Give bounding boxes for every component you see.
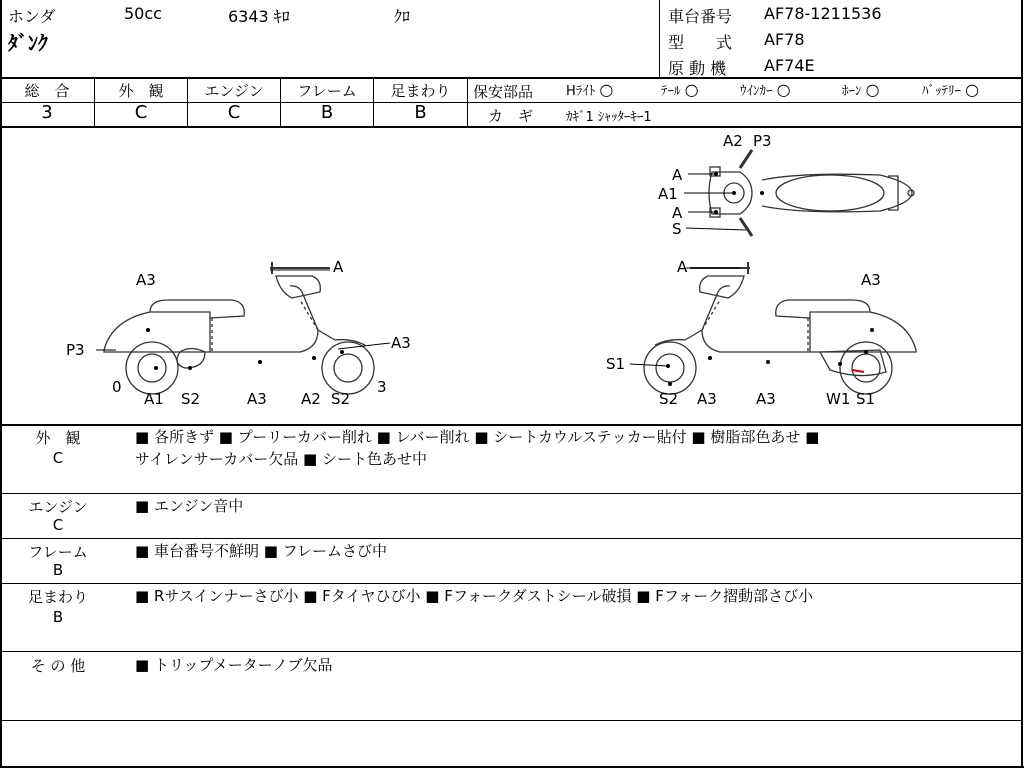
model-name: ﾀﾞﾝｸ — [8, 31, 48, 55]
divider-note-3 — [0, 583, 1023, 584]
note-category-engine: エンジン — [28, 498, 88, 516]
divider-header — [0, 77, 1023, 79]
diagram-label: A — [672, 166, 683, 184]
diagram-label: A1 — [144, 390, 164, 408]
frame-no-label: 車台番号 — [668, 7, 733, 26]
safety-label: 保安部品 — [473, 83, 534, 101]
safety-item-winker: ｳｲﾝｶｰ ○ — [740, 80, 791, 99]
note-category-exterior: 外 観 — [35, 429, 81, 447]
diagram-label: S1 — [856, 390, 876, 408]
diagram-label: S2 — [331, 390, 351, 408]
diagram-label: P3 — [753, 132, 772, 150]
horn-ok-icon: ○ — [865, 80, 880, 99]
grade-frame-label: フレーム — [297, 82, 357, 100]
header-vdivider — [659, 0, 660, 78]
diagram-label: 3 — [377, 378, 387, 396]
type-label: 型 式 — [668, 33, 733, 52]
battery-ok-icon: ○ — [965, 80, 980, 99]
grade-vdivider-5 — [467, 78, 468, 127]
mileage: 6343 ｷﾛ — [228, 7, 290, 26]
displacement: 50cc — [124, 4, 162, 23]
note-text-other-1: ■ トリップメーターノブ欠品 — [135, 656, 333, 674]
winker-ok-icon: ○ — [776, 80, 791, 99]
grade-overall-label: 総 合 — [24, 82, 70, 100]
note-category-other: そ の 他 — [30, 657, 86, 675]
grade-engine-value: C — [227, 102, 241, 123]
note-category-suspension: 足まわり — [27, 588, 88, 606]
note-grade-frame: B — [52, 561, 64, 579]
diagram-label: W1 — [826, 390, 851, 408]
divider-note-1 — [0, 493, 1023, 494]
note-text-exterior-1: ■ 各所きず ■ プーリーカバー削れ ■ レバー削れ ■ シートカウルステッカー貼付 ■ 樹脂部色あせ ■ — [135, 428, 820, 446]
diagram-label: A — [333, 258, 344, 276]
note-category-frame: フレーム — [28, 543, 88, 561]
grade-overall-value: 3 — [41, 102, 53, 123]
engine-value: AF74E — [764, 56, 815, 75]
maker: ホンダ — [8, 7, 56, 26]
headlight-ok-icon: ○ — [599, 80, 614, 99]
diagram-label: A2 — [301, 390, 321, 408]
diagram-label: A3 — [756, 390, 776, 408]
safety-item-headlight: Hﾗｲﾄ ○ — [566, 80, 614, 99]
diagram-label: S1 — [606, 355, 626, 373]
safety-item-horn: ﾎｰﾝ ○ — [842, 80, 880, 99]
divider-note-2 — [0, 538, 1023, 539]
scooter-top-view — [709, 150, 914, 236]
grade-frame-value: B — [320, 102, 334, 123]
grade-suspension-value: B — [414, 102, 427, 123]
note-grade-exterior: C — [52, 449, 64, 467]
diagram-label: S2 — [659, 390, 679, 408]
grade-exterior-label: 外 観 — [118, 82, 164, 100]
safety-item-battery: ﾊﾞｯﾃﾘｰ ○ — [922, 80, 980, 99]
note-text-engine-1: ■ エンジン音中 — [135, 497, 244, 515]
diagram-label: S — [672, 220, 682, 238]
key-value: ｶｷﾞ1 ｼｬｯﾀｰｷｰ1 — [566, 110, 652, 125]
diagram-label: A2 — [723, 132, 743, 150]
grade-engine-label: エンジン — [204, 82, 264, 100]
frame-no: AF78-1211536 — [764, 4, 882, 23]
diagram-label: A — [672, 204, 683, 222]
grade-exterior-value: C — [134, 102, 148, 123]
grade-suspension-label: 足まわり — [390, 82, 451, 100]
note-text-exterior-2: サイレンサーカバー欠品 ■ シート色あせ中 — [135, 450, 427, 468]
tail-ok-icon: ○ — [684, 80, 699, 99]
damage-diagram — [0, 128, 1021, 424]
divider-note-5 — [0, 720, 1023, 721]
note-text-frame-1: ■ 車台番号不鮮明 ■ フレームさび中 — [135, 542, 388, 560]
engine-label: 原 動 機 — [668, 59, 727, 78]
diagram-label: 0 — [112, 378, 122, 396]
diagram-label: A3 — [861, 271, 881, 289]
diagram-label: A3 — [136, 271, 156, 289]
note-grade-suspension: B — [52, 608, 64, 626]
diagram-label: A — [677, 258, 688, 276]
color: ｸﾛ — [394, 7, 411, 26]
border-right — [1021, 0, 1023, 768]
diagram-label: A3 — [391, 334, 411, 352]
diagram-label: A1 — [658, 185, 678, 203]
diagram-label: S2 — [181, 390, 201, 408]
type-value: AF78 — [764, 30, 805, 49]
diagram-label: P3 — [66, 341, 85, 359]
key-label: カ ギ — [488, 107, 534, 125]
note-grade-engine: C — [52, 516, 64, 534]
safety-item-tail: ﾃｰﾙ ○ — [661, 80, 699, 99]
divider-note-4 — [0, 651, 1023, 652]
diagram-label: A3 — [247, 390, 267, 408]
note-text-suspension-1: ■ Rサスインナーさび小 ■ Fタイヤひび小 ■ Fフォークダストシール破損 ■ Fフォーク摺動部さび小 — [135, 587, 814, 605]
diagram-label: A3 — [697, 390, 717, 408]
